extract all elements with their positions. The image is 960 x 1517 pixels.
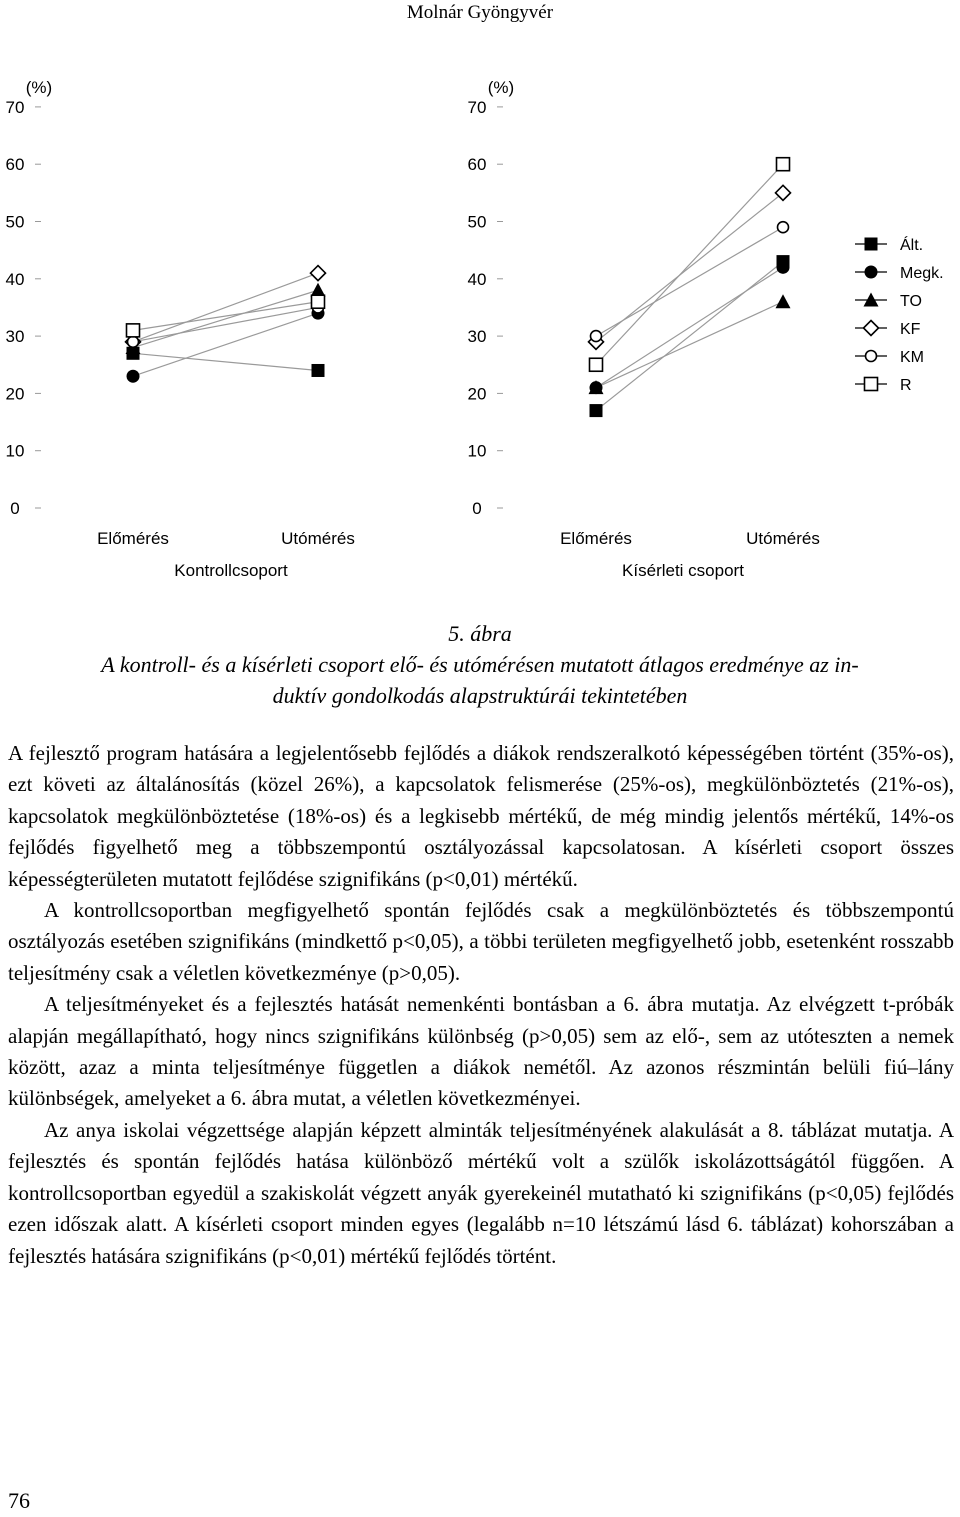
y-tick-label: 40 bbox=[467, 269, 487, 289]
y-tick-label: 50 bbox=[5, 212, 25, 232]
series-line-megk bbox=[133, 313, 318, 376]
figure-number-label: 5. ábra bbox=[448, 621, 512, 646]
figure-caption-line-1: A kontroll- és a kísérleti csoport elő- és utómérésen mutatott átlagos eredménye az in- bbox=[101, 652, 859, 677]
legend-marker-megk bbox=[865, 266, 878, 279]
y-tick-label: 60 bbox=[5, 155, 25, 175]
figure-caption bbox=[0, 618, 960, 711]
legend-label-lt: Ált. bbox=[900, 237, 924, 254]
data-point-km-utomeres bbox=[778, 222, 789, 233]
y-tick-label: 60 bbox=[467, 155, 487, 175]
y-tick-label: 0 bbox=[472, 499, 482, 518]
data-point-kf-utomeres bbox=[311, 266, 326, 281]
chart-group-title: Kontrollcsoport bbox=[174, 561, 288, 580]
series-line-to bbox=[596, 302, 783, 388]
legend-label-to: TO bbox=[900, 293, 922, 310]
y-tick-label: 0 bbox=[10, 499, 20, 518]
y-tick-label: 40 bbox=[5, 269, 25, 289]
data-point-lt-elomeres bbox=[590, 404, 603, 417]
data-point-r-utomeres bbox=[777, 158, 790, 171]
data-point-megk-elomeres bbox=[127, 370, 140, 383]
legend-marker-r bbox=[865, 378, 878, 391]
series-line-km bbox=[133, 307, 318, 341]
y-tick-label: 10 bbox=[467, 441, 487, 461]
data-point-kf-utomeres bbox=[776, 185, 791, 200]
legend-label-r: R bbox=[900, 377, 912, 394]
chart-panel-kiserleti-csoport bbox=[468, 78, 820, 580]
data-point-megk-utomeres bbox=[777, 261, 790, 274]
figure-caption-line-2: duktív gondolkodás alapstruktúrái tekintetében bbox=[272, 683, 688, 708]
running-header-author: Molnár Gyöngyvér bbox=[406, 2, 554, 23]
chart-legend bbox=[855, 235, 944, 394]
x-category-label: Utómérés bbox=[281, 529, 355, 548]
series-line-lt bbox=[133, 353, 318, 370]
chart-group-title: Kísérleti csoport bbox=[622, 561, 744, 580]
figure-5-line-charts bbox=[0, 70, 960, 590]
data-point-km-elomeres bbox=[128, 336, 139, 347]
y-tick-label: 70 bbox=[467, 97, 487, 117]
series-line-kf bbox=[133, 273, 318, 342]
series-line-lt bbox=[596, 262, 783, 411]
x-category-label: Utómérés bbox=[746, 529, 820, 548]
legend-label-km: KM bbox=[900, 349, 924, 366]
paragraph-2: A kontrollcsoportban megfigyelhető spontán fejlődés csak a megkülönböztetés és többszempontú osztályozás esetében szignifikáns (mindkettő p<0,05), a többi területen megfigyelhető jobb, esetenként rosszabb teljesítmény csak a véletlen következménye (p>0,05). bbox=[8, 898, 954, 985]
x-category-label: Előmérés bbox=[97, 529, 169, 548]
legend-marker-km bbox=[866, 351, 877, 362]
y-tick-label: 30 bbox=[467, 327, 487, 347]
series-line-r bbox=[133, 302, 318, 331]
legend-label-kf: KF bbox=[900, 321, 921, 338]
x-category-label: Előmérés bbox=[560, 529, 632, 548]
series-line-to bbox=[133, 290, 318, 347]
paragraph-4: Az anya iskolai végzettsége alapján képzett alminták teljesítményének alakulását a 8. táblázat mutatja. A fejlesztés és spontán fejlődés hatása különböző mértékű volt a szülők iskolázottságától függően. A kontrollcsoportban egyedül a szakiskolát végzett anyák gyerekeinél mutatható ki szignifikáns (p<0,05) fejlődés ezen időszak alatt. A kísérleti csoport minden egyes (legalább n=10 létszámú lásd 6. táblázat) kohorszában a fejlesztés hatására szignifikáns (p<0,01) mértékű fejlődés történt. bbox=[8, 1117, 954, 1268]
series-line-megk bbox=[596, 267, 783, 387]
y-axis-label: (%) bbox=[25, 78, 53, 97]
y-tick-label: 20 bbox=[5, 384, 25, 404]
y-axis-label: (%) bbox=[487, 78, 515, 97]
data-point-r-elomeres bbox=[127, 324, 140, 337]
data-point-lt-utomeres bbox=[312, 364, 325, 377]
data-point-r-utomeres bbox=[312, 295, 325, 308]
y-tick-label: 20 bbox=[467, 384, 487, 404]
data-point-km-elomeres bbox=[591, 331, 602, 342]
paragraph-3: A teljesítményeket és a fejlesztés hatását nemenkénti bontásban a 6. ábra mutatja. Az elvégzett t-próbák alapján megállapítható, hogy nincs szignifikáns különbség (p>0,05) sem az elő-, sem az utóteszten a nemek között, azaz a minta teljesítménye független a diákok nemétől. Az azonos részmintán belüli fiú–lány különbségek, amelyeket a 6. ábra mutat, a véletlen következményei. bbox=[8, 992, 954, 1111]
chart-panel-kontrollcsoport bbox=[6, 78, 355, 580]
legend-marker-lt bbox=[865, 238, 878, 251]
data-point-to-utomeres bbox=[776, 294, 791, 308]
legend-label-megk: Megk. bbox=[900, 265, 944, 282]
body-text bbox=[8, 738, 954, 1272]
paragraph-1: A fejlesztő program hatására a legjelentősebb fejlődés a diákok rendszeralkotó képességében történt (35%-os), ezt követi az általánosítás (közel 26%), a kapcsolatok felismerése (25%-os), megkülönböztetés (21%-os), kapcsolatok megkülönböztetése (18%-os) és a legkisebb mértékű, de még mindig jelentős mértékű, 14%-os fejlődés figyelhető meg a többszempontú osztályozással kapcsolatosan. A kísérleti csoport összes képességterületen mutatott fejlődése szignifikáns (p<0,01) mértékű. bbox=[8, 741, 954, 891]
legend-marker-kf bbox=[864, 321, 879, 336]
data-point-r-elomeres bbox=[590, 358, 603, 371]
y-tick-label: 30 bbox=[5, 327, 25, 347]
series-line-r bbox=[596, 164, 783, 365]
y-tick-label: 50 bbox=[467, 212, 487, 232]
y-tick-label: 10 bbox=[5, 441, 25, 461]
page-number: 76 bbox=[8, 1488, 30, 1513]
y-tick-label: 70 bbox=[5, 97, 25, 117]
series-line-km bbox=[596, 227, 783, 336]
